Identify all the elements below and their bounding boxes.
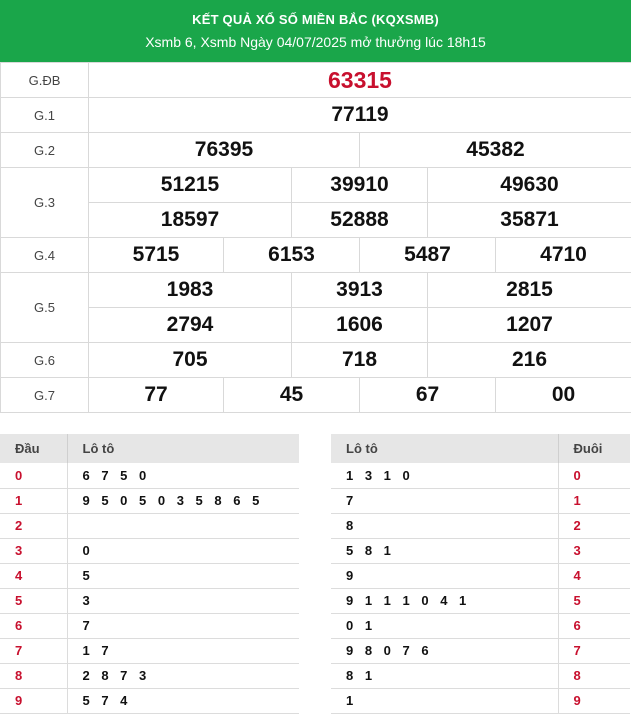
loto-digits: 5 bbox=[67, 563, 299, 588]
table-row bbox=[0, 463, 299, 488]
results-header bbox=[0, 0, 631, 62]
loto-head-table bbox=[0, 434, 299, 714]
prize-number: 45 bbox=[224, 378, 360, 413]
prize-number: 2815 bbox=[428, 273, 631, 308]
column-header-duoi: Đuôi bbox=[558, 434, 630, 463]
prize-number: 00 bbox=[496, 378, 631, 413]
loto-digits: 6 7 5 0 bbox=[67, 463, 299, 488]
prize-number: 1207 bbox=[428, 308, 631, 343]
tail-digit: 0 bbox=[558, 463, 630, 488]
prize-row-g5b bbox=[1, 308, 631, 343]
head-digit: 9 bbox=[0, 688, 67, 713]
prize-number: 45382 bbox=[360, 133, 631, 168]
loto-digits: 9 1 1 1 0 4 1 bbox=[331, 588, 558, 613]
column-header-loto: Lô tô bbox=[67, 434, 299, 463]
loto-digits: 7 bbox=[331, 488, 558, 513]
head-digit: 2 bbox=[0, 513, 67, 538]
results-table bbox=[0, 62, 631, 413]
prize-row-g3b bbox=[1, 203, 631, 238]
table-row bbox=[0, 613, 299, 638]
head-digit: 8 bbox=[0, 663, 67, 688]
table-row bbox=[0, 538, 299, 563]
draw-subtitle: Xsmb 6, Xsmb Ngày 04/07/2025 mở thưởng lúc 18h15 bbox=[145, 34, 486, 50]
loto-digits: 3 bbox=[67, 588, 299, 613]
prize-number: 49630 bbox=[428, 168, 631, 203]
prize-label: G.ĐB bbox=[1, 63, 89, 98]
prize-row-g6 bbox=[1, 343, 631, 378]
tail-digit: 9 bbox=[558, 688, 630, 713]
prize-number: 3913 bbox=[292, 273, 428, 308]
table-row bbox=[331, 588, 630, 613]
prize-label: G.4 bbox=[1, 238, 89, 273]
prize-number: 76395 bbox=[89, 133, 360, 168]
prize-number: 718 bbox=[292, 343, 428, 378]
table-row bbox=[331, 488, 630, 513]
prize-number: 5715 bbox=[89, 238, 224, 273]
prize-row-g1 bbox=[1, 98, 631, 133]
tail-digit: 2 bbox=[558, 513, 630, 538]
prize-label: G.2 bbox=[1, 133, 89, 168]
table-row bbox=[331, 663, 630, 688]
prize-number: 4710 bbox=[496, 238, 631, 273]
head-digit: 5 bbox=[0, 588, 67, 613]
prize-label: G.7 bbox=[1, 378, 89, 413]
loto-digits: 5 7 4 bbox=[67, 688, 299, 713]
table-row bbox=[0, 513, 299, 538]
page-title: KẾT QUẢ XỔ SỐ MIỀN BẮC (KQXSMB) bbox=[192, 12, 439, 27]
tail-digit: 6 bbox=[558, 613, 630, 638]
prize-number: 1606 bbox=[292, 308, 428, 343]
prize-label: G.5 bbox=[1, 273, 89, 343]
prize-row-gdb bbox=[1, 63, 631, 98]
tail-digit: 1 bbox=[558, 488, 630, 513]
table-row bbox=[0, 588, 299, 613]
head-digit: 0 bbox=[0, 463, 67, 488]
loto-digits: 9 8 0 7 6 bbox=[331, 638, 558, 663]
table-row bbox=[331, 688, 630, 713]
loto-digits: 0 bbox=[67, 538, 299, 563]
head-digit: 1 bbox=[0, 488, 67, 513]
prize-row-g2 bbox=[1, 133, 631, 168]
tail-digit: 3 bbox=[558, 538, 630, 563]
special-prize-number: 63315 bbox=[89, 63, 631, 98]
loto-digits: 1 bbox=[331, 688, 558, 713]
table-row bbox=[331, 513, 630, 538]
table-row bbox=[0, 488, 299, 513]
loto-digits: 0 1 bbox=[331, 613, 558, 638]
table-row bbox=[0, 688, 299, 713]
prize-number: 39910 bbox=[292, 168, 428, 203]
head-digit: 4 bbox=[0, 563, 67, 588]
prize-number: 67 bbox=[360, 378, 496, 413]
prize-label: G.1 bbox=[1, 98, 89, 133]
loto-tail-table bbox=[331, 434, 630, 714]
loto-digits bbox=[67, 513, 299, 538]
loto-digits: 9 5 0 5 0 3 5 8 6 5 bbox=[67, 488, 299, 513]
table-row bbox=[331, 463, 630, 488]
loto-digits: 2 8 7 3 bbox=[67, 663, 299, 688]
loto-digits: 7 bbox=[67, 613, 299, 638]
prize-number: 705 bbox=[89, 343, 292, 378]
loto-digits: 8 1 bbox=[331, 663, 558, 688]
tail-digit: 5 bbox=[558, 588, 630, 613]
column-header-dau: Đầu bbox=[0, 434, 67, 463]
tail-digit: 7 bbox=[558, 638, 630, 663]
loto-digits: 9 bbox=[331, 563, 558, 588]
prize-number: 18597 bbox=[89, 203, 292, 238]
prize-number: 52888 bbox=[292, 203, 428, 238]
prize-label: G.6 bbox=[1, 343, 89, 378]
loto-digits: 5 8 1 bbox=[331, 538, 558, 563]
table-row bbox=[331, 613, 630, 638]
prize-number: 77119 bbox=[89, 98, 631, 133]
prize-label: G.3 bbox=[1, 168, 89, 238]
prize-number: 77 bbox=[89, 378, 224, 413]
prize-number: 216 bbox=[428, 343, 631, 378]
prize-row-g4 bbox=[1, 238, 631, 273]
prize-number: 51215 bbox=[89, 168, 292, 203]
prize-number: 35871 bbox=[428, 203, 631, 238]
prize-number: 1983 bbox=[89, 273, 292, 308]
head-digit: 6 bbox=[0, 613, 67, 638]
tail-digit: 4 bbox=[558, 563, 630, 588]
prize-row-g7 bbox=[1, 378, 631, 413]
prize-number: 5487 bbox=[360, 238, 496, 273]
loto-digits: 1 7 bbox=[67, 638, 299, 663]
table-row bbox=[331, 638, 630, 663]
table-row bbox=[331, 563, 630, 588]
loto-digits: 1 3 1 0 bbox=[331, 463, 558, 488]
column-header-loto: Lô tô bbox=[331, 434, 558, 463]
table-row bbox=[0, 638, 299, 663]
prize-number: 6153 bbox=[224, 238, 360, 273]
table-row bbox=[0, 563, 299, 588]
prize-row-g5 bbox=[1, 273, 631, 308]
table-row bbox=[0, 663, 299, 688]
tail-digit: 8 bbox=[558, 663, 630, 688]
prize-number: 2794 bbox=[89, 308, 292, 343]
loto-digits: 8 bbox=[331, 513, 558, 538]
head-digit: 3 bbox=[0, 538, 67, 563]
prize-row-g3 bbox=[1, 168, 631, 203]
head-digit: 7 bbox=[0, 638, 67, 663]
table-row bbox=[331, 538, 630, 563]
